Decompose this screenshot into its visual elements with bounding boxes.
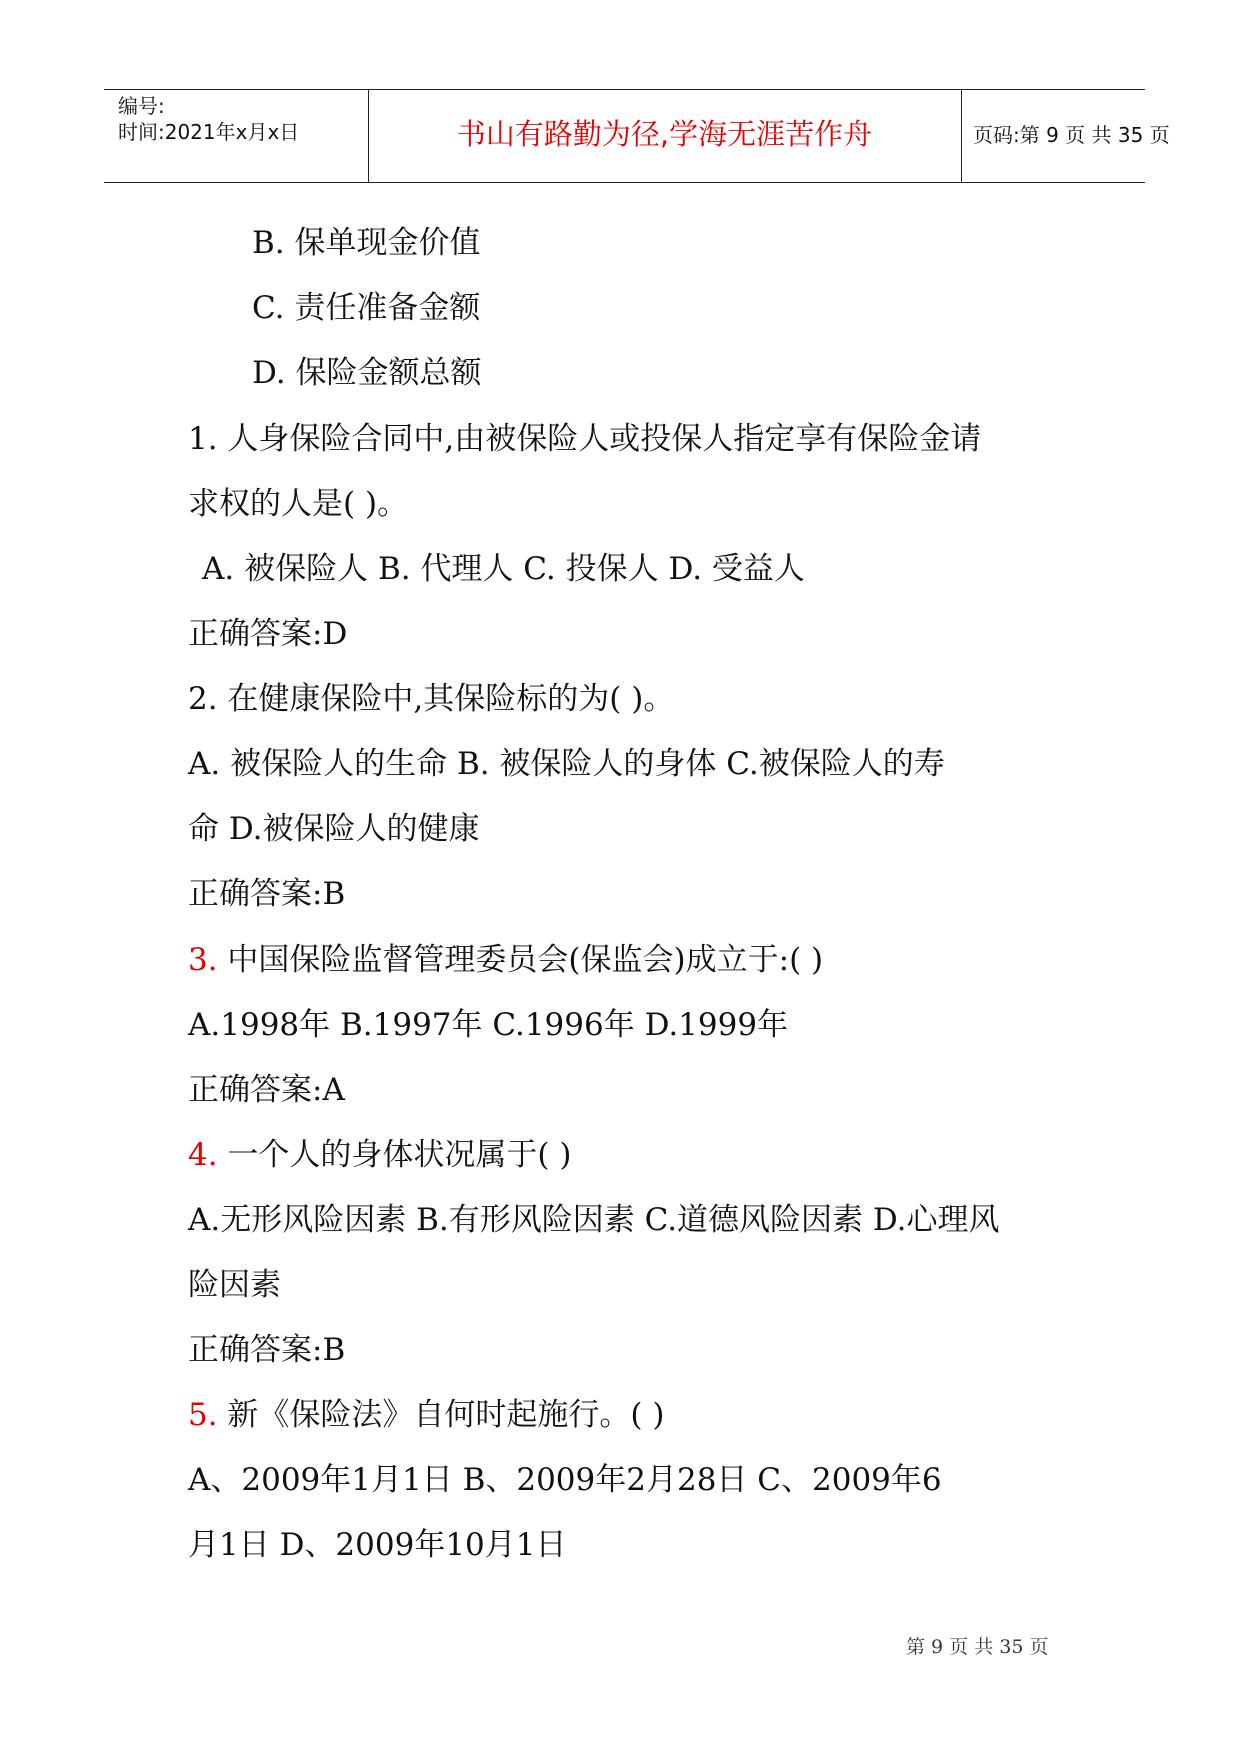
question-4-options-line-1: A.无形风险因素 B.有形风险因素 C.道德风险因素 D.心理风 — [188, 1202, 1000, 1238]
question-4-number: 4. — [188, 1137, 218, 1173]
header-motto: 书山有路勤为径,学海无涯苦作舟 — [456, 117, 873, 151]
question-4-stem — [188, 1135, 571, 1175]
option-d-sum-insured: D. 保险金额总额 — [252, 355, 482, 391]
question-2-options-line-2: 命 D.被保险人的健康 — [188, 811, 480, 847]
option-b-cash-value: B. 保单现金价值 — [252, 225, 481, 261]
question-2-stem: 2. 在健康保险中,其保险标的为( )。 — [188, 681, 675, 717]
question-1-line-2: 求权的人是( )。 — [188, 486, 409, 522]
question-5-number: 5. — [188, 1397, 218, 1433]
question-1-answer: 正确答案:D — [188, 616, 348, 652]
header-motto-cell — [368, 90, 962, 182]
header-page-cell — [961, 90, 1170, 182]
header-page-info: 页码:第 9 页 共 35 页 — [973, 123, 1170, 147]
question-4-answer: 正确答案:B — [188, 1332, 346, 1368]
option-c-reserve: C. 责任准备金额 — [252, 290, 481, 326]
question-4-text: 一个人的身体状况属于( ) — [217, 1137, 572, 1173]
doc-time-label: 时间:2021年x月x日 — [118, 120, 300, 144]
question-3-text: 中国保险监督管理委员会(保监会)成立于:( ) — [217, 942, 824, 978]
page-header — [104, 89, 1170, 183]
question-4-options-line-2: 险因素 — [188, 1267, 281, 1303]
page-footer: 第 9 页 共 35 页 — [906, 1636, 1049, 1658]
question-3-stem — [188, 940, 823, 980]
question-3-options: A.1998年 B.1997年 C.1996年 D.1999年 — [188, 1007, 789, 1043]
question-5-text: 新《保险法》自何时起施行。( ) — [217, 1397, 665, 1433]
question-2-answer: 正确答案:B — [188, 876, 346, 912]
question-1-options: A. 被保险人 B. 代理人 C. 投保人 D. 受益人 — [202, 551, 805, 587]
doc-code-label: 编号: — [118, 94, 165, 118]
question-5-options-line-1: A、2009年1月1日 B、2009年2月28日 C、2009年6 — [188, 1462, 942, 1498]
question-2-options-line-1: A. 被保险人的生命 B. 被保险人的身体 C.被保险人的寿 — [188, 746, 945, 782]
question-1-line-1: 1. 人身保险合同中,由被保险人或投保人指定享有保险金请 — [188, 421, 982, 457]
header-left-cell — [104, 90, 369, 182]
question-3-number: 3. — [188, 942, 218, 978]
question-5-options-line-2: 月1日 D、2009年10月1日 — [188, 1527, 567, 1563]
question-3-answer: 正确答案:A — [188, 1072, 345, 1108]
question-5-stem — [188, 1395, 664, 1435]
